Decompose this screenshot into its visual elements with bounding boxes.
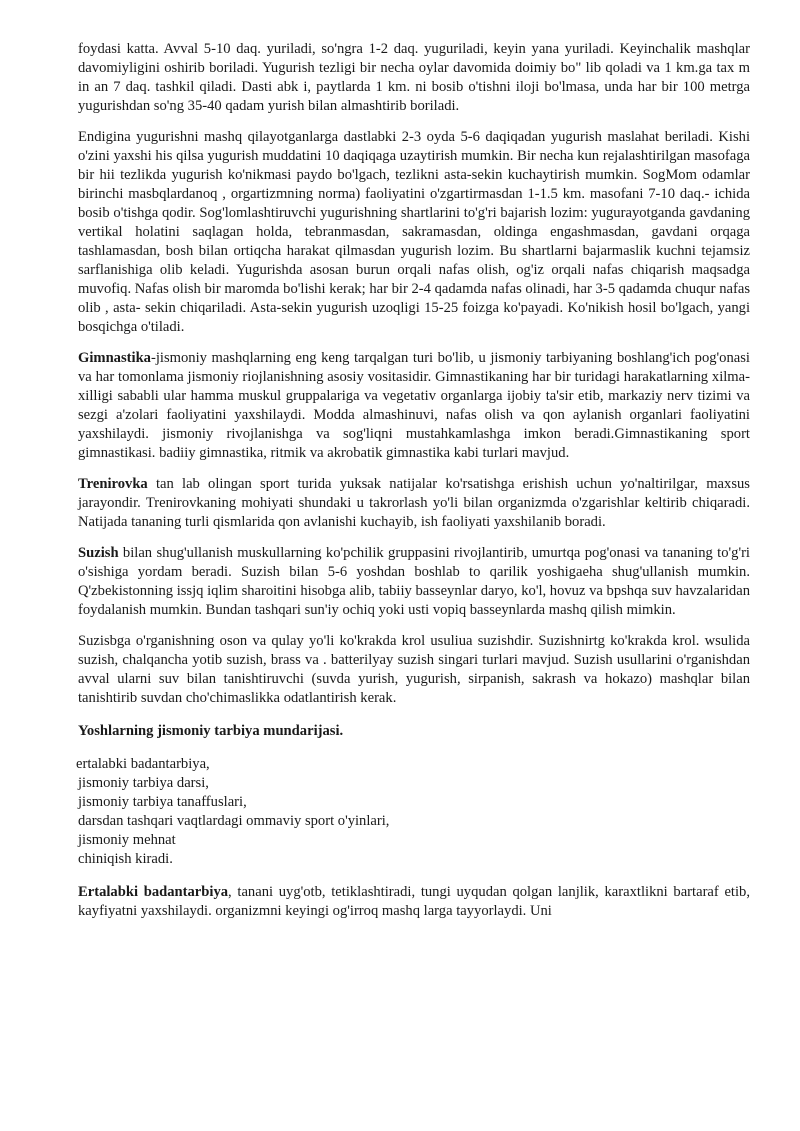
paragraph-text: bilan shug'ullanish muskullarning ko'pchilik gruppasini rivojlantirib, umurtqa pog'onasi va tananing to'g'ri o'sishiga yordam beradi. Suzish bilan 5-6 yoshdan boshlab to qarilik yoshigaeha shug'ullanish mumkin. Q'zbekistonning issjq iqlim sharoitini hisobga alib, tabiiy basseynlar daryo, ko'l, hovuz va bpshqa suv havzalaridan foydalanish mumkin. Bundan tashqari sun'iy ochiq yoki usti vopiq basseynlarda mashq qilish mimkin. [78,545,750,618]
paragraph-lead: Suzish [78,545,119,561]
paragraph-text: foydasi katta. Avval 5-10 daq. yuriladi, so'ngra 1-2 daq. yuguriladi, keyin yana yuriladi. Keyinchalik mashqlar davomiyligini oshirib boriladi. Yugurish tezligi bir necha oylar davomida doimiy bo" lib qoladi va 1 km.ga tax m in an 7 daq. tashkil qiladi. Dasti abk i, paytlarda 1 km. ni bosib o'tishni iloji bo'lmasa, unda har bir 100 metrga yugurishdan so'ng 35-40 qadam yurish bilan almashtirib boriladi. [78,41,750,114]
paragraph-text: , tanani uyg'otb, tetiklashtiradi, tungi uyqudan qolgan lanjlik, karaxtlikni bartaraf etib, kayfiyatni yaxshilaydi. organizmni keyingi og'irroq mashq larga tayyorlaydi. Uni [78,884,750,919]
paragraph-lead: Gimnastika [78,350,151,366]
list-item: chiniqish kiradi. [78,851,173,867]
paragraph-text: Suzisbga o'rganishning oson va qulay yo'li ko'krakda krol usuliua suzishdir. Suzishnirtg ko'krakda krol. wsulida suzish, chalqancha yotib suzish, brass va . batterilyay suzish singari turlari mavjud. Suzish usullarini o'rganishdan avval ularni suv bilan tanishtiruvchi (suvda yurish, yugurish, sirpanish, sakrash va hokazo) mashqlar bilan tanishtirib suvdan cho'chimaslikka odatlantirish kerak. [78,633,750,706]
list-item: jismoniy tarbiya tanaffuslari, [78,794,247,810]
paragraph-swimming-methods [78,632,750,708]
paragraph-text: Endigina yugurishni mashq qilayotganlarga dastlabki 2-3 oyda 5-6 daqiqadan yugurish maslahat beriladi. Kishi o'zini yaxshi his qilsa yugurish muddatini 10 daqiqaga uzaytirish mumkin. Bir necha kun rejalashtirilgan masofaga bir hii tezlikda yugurish ko'nikmasi paydo bo'lgach, tezlikni asta-sekin kuchaytirish mumkin. SogMom odamlar birinchi masbqlardanoq , orgartizmning norma) faoliyatini o'zgartirmasdan 1-1.5 km. masofani 7-10 daq.- ichida bosib o'tishga qodir. Sog'lomlashtiruvchi yugurishning shartlarini to'g'ri bajarish lozim: yugurayotganda gavdaning vertikal holatini saqlagan holda, tebranmasdan, sakramasdan, oldinga engashmasdan, gavdani orqaga tashlamasdan, bosh bilan ortiqcha harakat qilmasdan yugurish lozim. Bu shartlarni bajarmaslik kuchni tejamsiz sarflanishiga olib keladi. Yugurishda asosan burun orqali nafas olish, og'iz orqali nafas chiqarish maqsadga muvofiq. Nafas olish bir maromda bo'lishi kerak; har bir 2-4 qadamda nafas olinadi, har 3-5 qadamda chuqur nafas olib , asta- sekin chiqariladi. Asta-sekin yugurish uzoqligi 15-25 foizga ko'payadi. Ko'nikish hosil bo'lgach, yangi bosqichga o'tiladi. [78,129,750,335]
paragraph-lead: Trenirovka [78,476,148,492]
paragraph-training [78,475,750,532]
paragraph-morning-exercise [78,883,750,921]
list-item: darsdan tashqari vaqtlardagi ommaviy sport o'yinlari, [78,813,390,829]
document-page [78,40,750,933]
paragraph-text: -jismoniy mashqlarning eng keng tarqalgan turi bo'lib, u jismoniy tarbiyaning boshlang'ich pog'onasi va har tomonlama jismoniy riojlanishning asosiy vositasidir. Gimnastikaning har bir turidagi harakatlarning xilma-xilligi sababli ular hamma muskul gruppalariga va vegetativ organlarga ijobiy ta'sir etib, markaziy nerv tizimi va sezgi a'zolari faoliyatini yaxshilaydi. Modda almashinuvi, nafas olish va qon aylanish organlari faoliyatini yaxshilaydi. jismoniy rivojlanishga va sog'liqni mustahkamlashga imkon beradi.Gimnastikaning sport gimnastikasi. badiiy gimnastika, ritmik va akrobatik gimnastika kabi turlari mavjud. [78,350,750,461]
paragraph-running-benefits [78,40,750,116]
content-list [78,755,750,869]
section-heading: Yoshlarning jismoniy tarbiya mundarijasi. [78,723,344,739]
list-item: jismoniy mehnat [78,832,176,848]
list-item: jismoniy tarbiya darsi, [78,775,209,791]
paragraph-running-advice [78,128,750,337]
paragraph-gymnastics [78,349,750,463]
paragraph-swimming [78,544,750,620]
paragraph-text: tan lab olingan sport turida yuksak natijalar ko'rsatishga erishish uchun yo'naltirilgar, maxsus jarayondir. Trenirovkaning mohiyati shundaki u takrorlash yo'li bilan organizmda o'zgarishlar keltirib chiqaradi. Natijada tananing turli qismlarida qon avlanishi kuchayib, ish faoliyati yaxshilanib boradi. [78,476,750,530]
list-item: ertalabki badantarbiya, [76,756,210,772]
paragraph-lead: Ertalabki badantarbiya [78,884,229,900]
